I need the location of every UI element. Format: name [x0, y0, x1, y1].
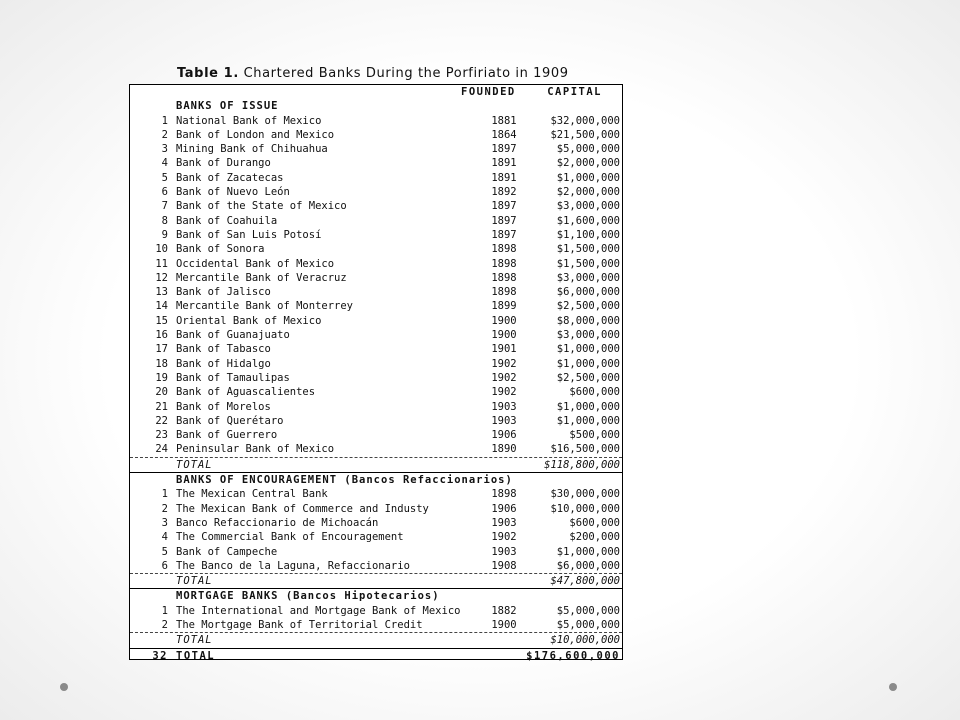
grand-total-count: 32: [152, 649, 168, 662]
capital-amount: $3,000,000: [556, 200, 620, 213]
section-title: [130, 473, 622, 487]
capital-amount: $1,500,000: [556, 257, 620, 270]
capital-amount: $6,000,000: [556, 559, 620, 572]
capital-amount: $30,000,000: [550, 488, 620, 501]
founded-year: 1903: [491, 516, 517, 529]
table-row: [130, 618, 622, 632]
founded-year: 1902: [491, 386, 517, 399]
section-title-text: BANKS OF ENCOURAGEMENT (Bancos Refaccionarios): [176, 474, 513, 487]
section-total-value: $10,000,000: [550, 634, 620, 647]
row-number: 16: [155, 329, 168, 342]
founded-year: 1891: [491, 171, 517, 184]
table-row: [130, 171, 622, 185]
section-total-row: [130, 573, 622, 589]
table-row: [130, 385, 622, 399]
row-number: 4: [161, 531, 168, 544]
table-row: [130, 114, 622, 128]
founded-year: 1898: [491, 257, 517, 270]
founded-year: 1897: [491, 228, 517, 241]
table-row: [130, 604, 622, 618]
bank-name: Bank of San Luis Potosí: [176, 228, 322, 241]
founded-year: 1898: [491, 271, 517, 284]
slide-bullet-left: [60, 683, 68, 691]
founded-year: 1898: [491, 243, 517, 256]
section-title-text: MORTGAGE BANKS (Bancos Hipotecarios): [176, 590, 440, 603]
bank-name: Peninsular Bank of Mexico: [176, 443, 335, 456]
founded-year: 1899: [491, 300, 517, 313]
capital-amount: $1,000,000: [556, 357, 620, 370]
table-row: [130, 545, 622, 559]
capital-amount: $6,000,000: [556, 286, 620, 299]
grand-total-value: $176,600,000: [526, 649, 620, 662]
row-number: 7: [161, 200, 168, 213]
bank-name: The Banco de la Laguna, Refaccionario: [176, 559, 410, 572]
capital-amount: $10,000,000: [550, 502, 620, 515]
capital-amount: $1,000,000: [556, 343, 620, 356]
founded-year: 1881: [491, 114, 517, 127]
row-number: 23: [155, 429, 168, 442]
bank-name: Bank of Nuevo León: [176, 186, 290, 199]
row-number: 10: [155, 243, 168, 256]
capital-amount: $5,000,000: [556, 618, 620, 631]
row-number: 1: [161, 488, 168, 501]
row-number: 6: [161, 186, 168, 199]
row-number: 2: [161, 128, 168, 141]
table-row: [130, 142, 622, 156]
row-number: 21: [155, 400, 168, 413]
capital-amount: $32,000,000: [550, 114, 620, 127]
row-number: 20: [155, 386, 168, 399]
founded-year: 1882: [491, 604, 517, 617]
row-number: 19: [155, 371, 168, 384]
bank-name: Occidental Bank of Mexico: [176, 257, 335, 270]
row-number: 18: [155, 357, 168, 370]
table-row: [130, 516, 622, 530]
table-row: [130, 314, 622, 328]
bank-name: Bank of Jalisco: [176, 286, 271, 299]
table-row: [130, 559, 622, 573]
founded-year: 1864: [491, 128, 517, 141]
capital-amount: $3,000,000: [556, 271, 620, 284]
section-title-text: BANKS OF ISSUE: [176, 100, 279, 113]
row-number: 8: [161, 214, 168, 227]
bank-name: The Mortgage Bank of Territorial Credit: [176, 618, 423, 631]
table-row: [130, 185, 622, 199]
bank-name: The Mexican Central Bank: [176, 488, 328, 501]
capital-amount: $2,500,000: [556, 300, 620, 313]
grand-total-row: [130, 649, 622, 663]
capital-amount: $2,500,000: [556, 371, 620, 384]
row-number: 11: [155, 257, 168, 270]
bank-name: Bank of Hidalgo: [176, 357, 271, 370]
founded-year: 1903: [491, 400, 517, 413]
capital-amount: $1,000,000: [556, 545, 620, 558]
bank-name: Mining Bank of Chihuahua: [176, 143, 328, 156]
table-row: [130, 442, 622, 456]
table-number: Table 1.: [177, 66, 239, 81]
capital-amount: $500,000: [569, 429, 620, 442]
section-title: [130, 99, 622, 113]
capital-amount: $1,000,000: [556, 414, 620, 427]
capital-amount: $1,000,000: [556, 400, 620, 413]
banks-table: [129, 84, 623, 660]
founded-year: 1900: [491, 618, 517, 631]
founded-year: 1898: [491, 488, 517, 501]
bank-name: Mercantile Bank of Monterrey: [176, 300, 354, 313]
founded-year: 1901: [491, 343, 517, 356]
row-number: 3: [161, 143, 168, 156]
bank-name: Bank of Sonora: [176, 243, 265, 256]
founded-year: 1902: [491, 357, 517, 370]
table-row: [130, 357, 622, 371]
table-row: [130, 271, 622, 285]
bank-name: Bank of Guanajuato: [176, 329, 290, 342]
section-total-row: [130, 632, 622, 648]
founded-year: 1906: [491, 502, 517, 515]
bank-name: Bank of Tabasco: [176, 343, 271, 356]
row-number: 9: [161, 228, 168, 241]
founded-year: 1900: [491, 329, 517, 342]
table-row: [130, 371, 622, 385]
section-title: [130, 589, 622, 603]
table-row: [130, 128, 622, 142]
bank-name: The International and Mortgage Bank of Mexico: [176, 604, 461, 617]
founded-year: 1897: [491, 214, 517, 227]
section-total-label: TOTAL: [176, 458, 213, 471]
bank-name: Bank of Querétaro: [176, 414, 284, 427]
bank-name: Bank of Zacatecas: [176, 171, 284, 184]
table-row: [130, 400, 622, 414]
founded-year: 1908: [491, 559, 517, 572]
capital-amount: $8,000,000: [556, 314, 620, 327]
section-total-row: [130, 457, 622, 473]
table-row: [130, 328, 622, 342]
slide-bullet-right: [889, 683, 897, 691]
row-number: 15: [155, 314, 168, 327]
bank-name: The Mexican Bank of Commerce and Industy: [176, 502, 429, 515]
row-number: 6: [161, 559, 168, 572]
founded-year: 1892: [491, 186, 517, 199]
capital-amount: $1,000,000: [556, 171, 620, 184]
capital-amount: $3,000,000: [556, 329, 620, 342]
founded-year: 1900: [491, 314, 517, 327]
capital-amount: $21,500,000: [550, 128, 620, 141]
row-number: 24: [155, 443, 168, 456]
table-row: [130, 299, 622, 313]
bank-name: Bank of Coahuila: [176, 214, 278, 227]
row-number: 5: [161, 545, 168, 558]
founded-year: 1897: [491, 143, 517, 156]
table-body: [130, 85, 622, 663]
column-header-row: [130, 85, 622, 99]
founded-year: 1890: [491, 443, 517, 456]
capital-amount: $2,000,000: [556, 186, 620, 199]
bank-name: Bank of Guerrero: [176, 429, 278, 442]
table-row: [130, 428, 622, 442]
column-capital-header: CAPITAL: [547, 86, 602, 98]
row-number: 14: [155, 300, 168, 313]
row-number: 2: [161, 502, 168, 515]
bank-name: Bank of Aguascalientes: [176, 386, 316, 399]
table-row: [130, 242, 622, 256]
capital-amount: $2,000,000: [556, 157, 620, 170]
bank-name: Bank of Tamaulipas: [176, 371, 290, 384]
founded-year: 1903: [491, 545, 517, 558]
bank-name: Bank of Campeche: [176, 545, 278, 558]
bank-name: Bank of Durango: [176, 157, 271, 170]
table-row: [130, 199, 622, 213]
section-total-value: $47,800,000: [550, 575, 620, 588]
grand-total-label: TOTAL: [176, 649, 216, 662]
row-number: 1: [161, 604, 168, 617]
table-row: [130, 257, 622, 271]
founded-year: 1902: [491, 531, 517, 544]
founded-year: 1891: [491, 157, 517, 170]
table-row: [130, 156, 622, 170]
bank-name: Banco Refaccionario de Michoacán: [176, 516, 379, 529]
column-founded-header: FOUNDED: [461, 86, 516, 98]
row-number: 17: [155, 343, 168, 356]
section-total-label: TOTAL: [176, 634, 213, 647]
capital-amount: $1,600,000: [556, 214, 620, 227]
founded-year: 1903: [491, 414, 517, 427]
capital-amount: $1,100,000: [556, 228, 620, 241]
bank-name: Bank of London and Mexico: [176, 128, 335, 141]
capital-amount: $600,000: [569, 516, 620, 529]
capital-amount: $600,000: [569, 386, 620, 399]
row-number: 4: [161, 157, 168, 170]
row-number: 5: [161, 171, 168, 184]
section-total-value: $118,800,000: [544, 458, 620, 471]
table-row: [130, 214, 622, 228]
founded-year: 1906: [491, 429, 517, 442]
capital-amount: $1,500,000: [556, 243, 620, 256]
bank-name: National Bank of Mexico: [176, 114, 322, 127]
founded-year: 1897: [491, 200, 517, 213]
table-caption: Chartered Banks During the Porfiriato in 1909: [243, 66, 569, 81]
table-row: [130, 414, 622, 428]
row-number: 22: [155, 414, 168, 427]
capital-amount: $5,000,000: [556, 604, 620, 617]
bank-name: Bank of the State of Mexico: [176, 200, 347, 213]
founded-year: 1902: [491, 371, 517, 384]
table-row: [130, 342, 622, 356]
table-title: [177, 66, 627, 81]
row-number: 3: [161, 516, 168, 529]
bank-name: Mercantile Bank of Veracruz: [176, 271, 347, 284]
table-row: [130, 228, 622, 242]
row-number: 2: [161, 618, 168, 631]
bank-name: Oriental Bank of Mexico: [176, 314, 322, 327]
row-number: 1: [161, 114, 168, 127]
table-row: [130, 530, 622, 544]
section-total-label: TOTAL: [176, 575, 213, 588]
table-row: [130, 502, 622, 516]
capital-amount: $16,500,000: [550, 443, 620, 456]
founded-year: 1898: [491, 286, 517, 299]
row-number: 13: [155, 286, 168, 299]
bank-name: The Commercial Bank of Encouragement: [176, 531, 404, 544]
table-row: [130, 487, 622, 501]
bank-name: Bank of Morelos: [176, 400, 271, 413]
table-row: [130, 285, 622, 299]
capital-amount: $5,000,000: [556, 143, 620, 156]
row-number: 12: [155, 271, 168, 284]
capital-amount: $200,000: [569, 531, 620, 544]
